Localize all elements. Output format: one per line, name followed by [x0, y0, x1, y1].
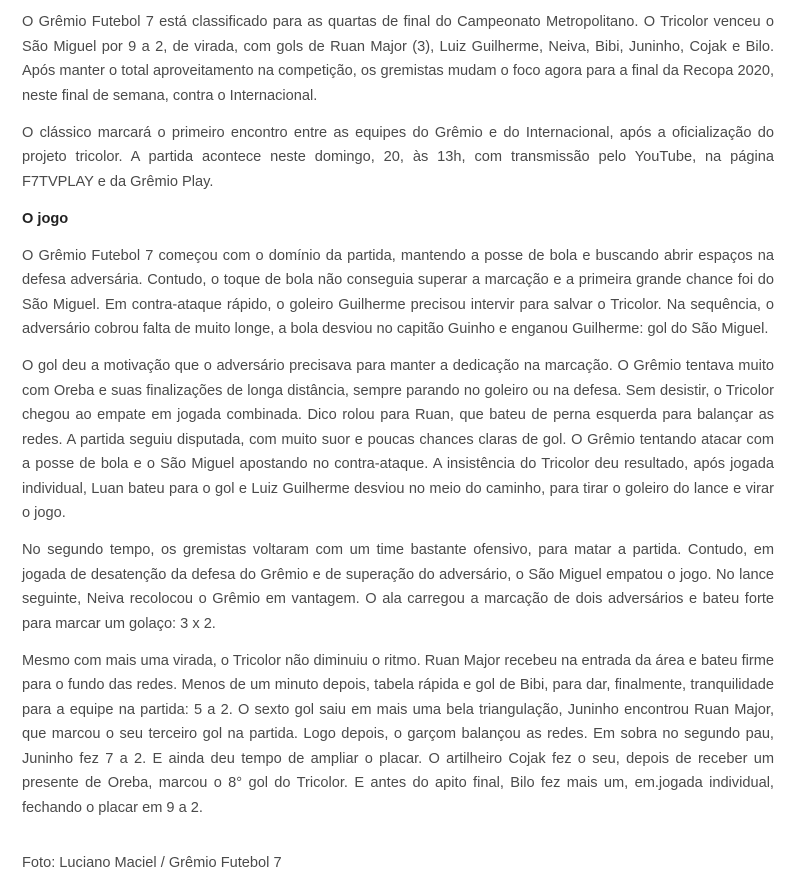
article-paragraph: O Grêmio Futebol 7 começou com o domínio da partida, mantendo a posse de bola e buscando abrir espaços na defesa adversária. Contudo, o toque de bola não conseguia superar a marcação e a primeira grande chance foi do São Miguel. Em contra-ataque rápido, o goleiro Guilherme precisou intervir para salvar o Tricolor. Na sequência, o adversário cobrou falta de muito longe, a bola desviou no capitão Guinho e enganou Guilherme: gol do São Miguel. — [22, 247, 774, 337]
article-paragraph: O clássico marcará o primeiro encontro entre as equipes do Grêmio e do Internacional, após a oficialização do projeto tricolor. A partida acontece neste domingo, 20, às 13h, com transmissão pelo YouTube, na página F7TVPLAY e da Grêmio Play. — [22, 124, 774, 190]
article-paragraph: Mesmo com mais uma virada, o Tricolor não diminuiu o ritmo. Ruan Major recebeu na entrada da área e bateu firme para o fundo das redes. Menos de um minuto depois, tabela rápida e gol de Bibi, para dar, finalmente, tranquilidade para a equipe na partida: 5 a 2. O sexto gol saiu em mais uma bela triangulação, Juninho encontrou Ruan Major, que marcou o seu terceiro gol na partida. Logo depois, o garçom balançou as redes. Em sobra no segundo pau, Juninho fez 7 a 2. E ainda deu tempo de ampliar o placar. O artilheiro Cojak fez o seu, depois de receber um presente de Oreba, marcou o 8° gol do Tricolor. E antes do apito final, Bilo fez mais um, em.jogada individual, fechando o placar em 9 a 2. — [22, 652, 774, 816]
article-paragraph: O Grêmio Futebol 7 está classificado para as quartas de final do Campeonato Metropolitano. O Tricolor venceu o São Miguel por 9 a 2, de virada, com gols de Ruan Major (3), Luiz Guilherme, Neiva, Bibi, Juninho, Cojak e Bilo. Após manter o total aproveitamento na competição, os gremistas mudam o foco agora para a final da Recopa 2020, neste final de semana, contra o Internacional. — [22, 14, 774, 104]
article-paragraph: O gol deu a motivação que o adversário precisava para manter a dedicação na marcação. O Grêmio tentava muito com Oreba e suas finalizações de longa distância, sempre parando no goleiro ou na defesa. Sem desistir, o Tricolor chegou ao empate em jogada combinada. Dico rolou para Ruan, que bateu de perna esquerda para balançar as redes. A partida seguiu disputada, com muito suor e poucas chances claras de gol. O Grêmio tentando atacar com a posse de bola e o São Miguel apostando no contra-ataque. A insistência do Tricolor deu resultado, após jogada individual, Luan bateu para o gol e Luiz Guilherme desviou no meio do caminho, para tirar o goleiro do lance e virar o jogo. — [22, 358, 774, 521]
section-heading: O jogo — [22, 210, 69, 227]
photo-credit: Foto: Luciano Maciel / Grêmio Futebol 7 — [22, 855, 282, 871]
article-body — [22, 10, 774, 888]
article-paragraph: No segundo tempo, os gremistas voltaram com um time bastante ofensivo, para matar a partida. Contudo, em jogada de desatenção da defesa do Grêmio e de superação do adversário, o São Miguel empatou o jogo. No lance seguinte, Neiva recolocou o Grêmio em vantagem. O ala carregou a marcação de dois adversários e bateu forte para marcar um golaço: 3 x 2. — [22, 542, 774, 632]
